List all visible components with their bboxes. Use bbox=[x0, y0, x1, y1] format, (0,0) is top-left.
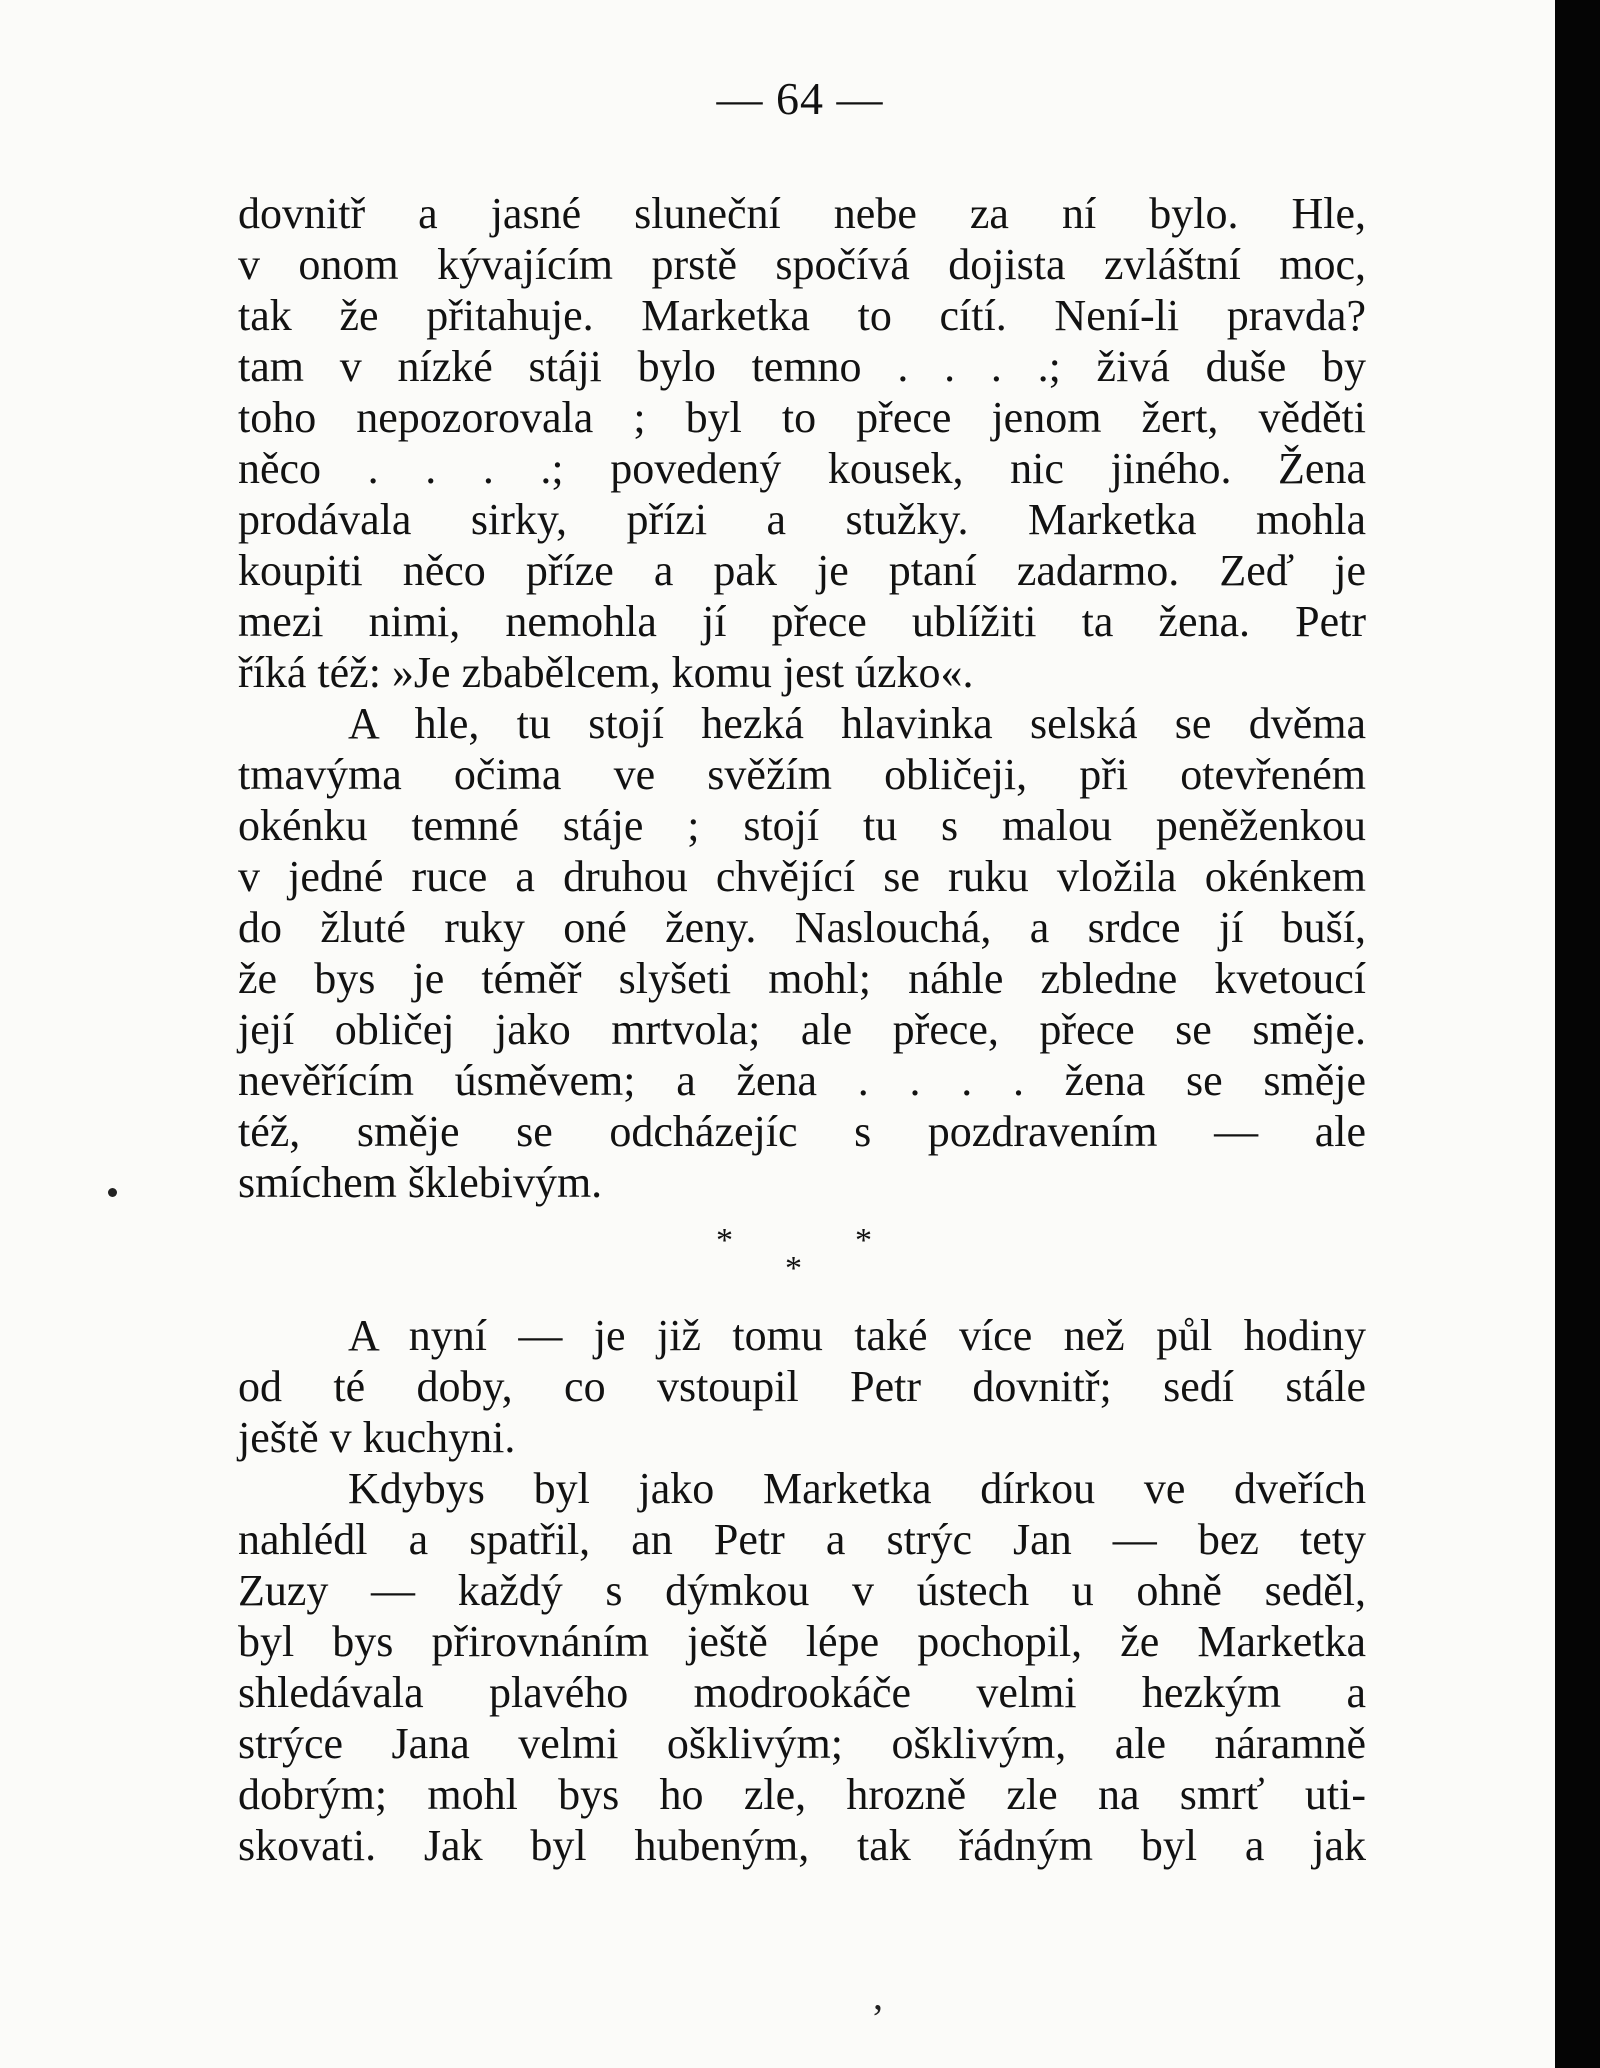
text-line: koupiti něco příze a pak je ptaní zadarmo. Zeď je bbox=[238, 546, 1366, 595]
page-text bbox=[238, 188, 1366, 1871]
scan-edge bbox=[1555, 0, 1600, 2068]
text-line: A hle, tu stojí hezká hlavinka selská se dvěma bbox=[348, 699, 1366, 748]
text-line: dovnitř a jasné sluneční nebe za ní bylo. Hle, bbox=[238, 189, 1366, 238]
text-line: shledávala plavého modrookáče velmi hezkým a bbox=[238, 1668, 1366, 1717]
text-line: nahlédl a spatřil, an Petr a strýc Jan — bez tety bbox=[238, 1515, 1366, 1564]
text-line: říká též: »Je zbabělcem, komu jest úzko«. bbox=[238, 648, 974, 697]
text-line: v jedné ruce a druhou chvějící se ruku vložila okénkem bbox=[238, 852, 1366, 901]
text-line: toho nepozorovala ; byl to přece jenom žert, věděti bbox=[238, 393, 1366, 442]
text-line: že bys je téměř slyšeti mohl; náhle zbledne kvetoucí bbox=[238, 954, 1366, 1003]
text-line: A nyní — je již tomu také více než půl hodiny bbox=[348, 1311, 1366, 1360]
text-line: tmavýma očima ve svěžím obličeji, při otevřeném bbox=[238, 750, 1366, 799]
text-line: její obličej jako mrtvola; ale přece, přece se směje. bbox=[238, 1005, 1366, 1054]
text-line: Kdybys byl jako Marketka dírkou ve dveřích bbox=[348, 1464, 1366, 1513]
page-number: — 64 — bbox=[716, 73, 884, 124]
text-line: strýce Jana velmi ošklivým; ošklivým, ale náramně bbox=[238, 1719, 1366, 1768]
text-line: tak že přitahuje. Marketka to cítí. Není-li pravda? bbox=[238, 291, 1366, 340]
text-line: do žluté ruky oné ženy. Naslouchá, a srdce jí buší, bbox=[238, 903, 1366, 952]
dust-speck bbox=[108, 1188, 117, 1197]
stray-mark: , bbox=[873, 1973, 883, 2018]
text-line: tam v nízké stáji bylo temno . . . .; živá duše by bbox=[238, 342, 1366, 391]
text-line: smíchem šklebivým. bbox=[238, 1158, 603, 1207]
text-line: též, směje se odcházejíc s pozdravením — ale bbox=[238, 1107, 1366, 1156]
text-line: od té doby, co vstoupil Petr dovnitř; sedí stále bbox=[238, 1362, 1366, 1411]
text-line: ještě v kuchyni. bbox=[238, 1413, 516, 1462]
section-break bbox=[0, 1222, 1555, 1287]
text-line: skovati. Jak byl hubeným, tak řádným byl a jak bbox=[238, 1821, 1366, 1870]
text-line: byl bys přirovnáním ještě lépe pochopil, že Marketka bbox=[238, 1617, 1366, 1666]
text-line: něco . . . .; povedený kousek, nic jiného. Žena bbox=[238, 444, 1366, 493]
text-line: nevěřícím úsměvem; a žena . . . . žena se směje bbox=[238, 1056, 1366, 1105]
asterisk: * bbox=[785, 1250, 802, 1287]
text-line: mezi nimi, nemohla jí přece ublížiti ta žena. Petr bbox=[238, 597, 1366, 646]
text-line: okénku temné stáje ; stojí tu s malou peněženkou bbox=[238, 801, 1366, 850]
asterisk: * bbox=[855, 1222, 872, 1259]
text-line: prodávala sirky, přízi a stužky. Marketka mohla bbox=[238, 495, 1366, 544]
text-line: dobrým; mohl bys ho zle, hrozně zle na smrť uti- bbox=[238, 1770, 1366, 1819]
text-line: v onom kývajícím prstě spočívá dojista zvláštní moc, bbox=[238, 240, 1366, 289]
text-line: Zuzy — každý s dýmkou v ústech u ohně seděl, bbox=[238, 1566, 1366, 1615]
asterisk: * bbox=[716, 1222, 733, 1259]
